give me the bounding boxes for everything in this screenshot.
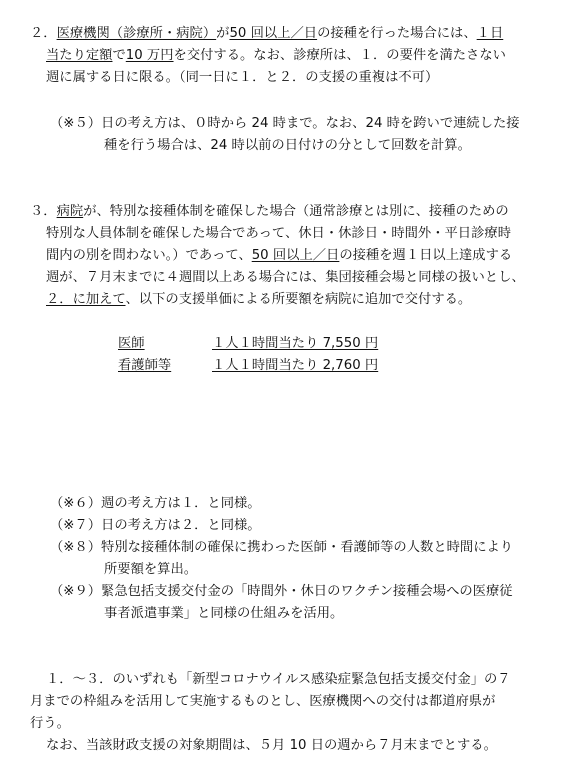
note-5-line2: 種を行う場合は、24 時以前の日付けの分として回数を計算。 — [104, 138, 471, 153]
section2-line3: 週に属する日に限る。（同一日に１．と２．の支援の重複は不可） — [46, 70, 439, 85]
section3-in-addition-to-2: ２．に加えて — [46, 292, 126, 307]
closing-line2: 月までの枠組みを活用して実施するものとし、医療機関への交付は都道府県が — [30, 694, 496, 709]
note-6: （※６）週の考え方は１．と同様。 — [50, 496, 261, 511]
section3-50-per-day: 50 回以上／日 — [251, 248, 340, 263]
section2-50-per-day: 50 回以上／日 — [229, 26, 318, 41]
closing-line1: １．～３．のいずれも「新型コロナウイルス感染症緊急包括支援交付金」の７ — [46, 672, 511, 687]
section2-line1: ２．医療機関（診療所・病院）が50 回以上／日の接種を行った場合には、１日 — [30, 26, 504, 41]
rate-row-doctor — [118, 334, 378, 354]
note-7: （※７）日の考え方は２．と同様。 — [50, 518, 261, 533]
section3-line2: 特別な人員体制を確保した場合であって、休日・休診日・時間外・平日診療時 — [46, 226, 511, 241]
note-9-line2: 事者派遣事業」と同様の仕組みを活用。 — [104, 606, 344, 621]
section3-line5: ２．に加えて、以下の支援単価による所要額を病院に追加で交付する。 — [46, 292, 472, 307]
section2-10man-yen: 10 万円 — [125, 48, 174, 63]
rate-role: 看護師等 — [118, 358, 172, 373]
note-8-line1: （※８）特別な接種体制の確保に携わった医師・看護師等の人数と時間により — [50, 540, 514, 555]
section2-line2: 当たり定額で10 万円を交付する。なお、診療所は、１．の要件を満たさない — [46, 48, 506, 63]
closing-line4: なお、当該財政支援の対象期間は、５月 10 日の週から７月末までとする。 — [46, 738, 497, 753]
rate-amount: １人１時間当たり 2,760 円 — [212, 358, 379, 373]
section3-number: ３． — [30, 204, 57, 219]
section3-line3: 間内の別を問わない。）であって、50 回以上／日の接種を週１日以上達成する — [46, 248, 513, 263]
rate-amount: １人１時間当たり 7,550 円 — [212, 336, 379, 351]
section3-line1: ３．病院が、特別な接種体制を確保した場合（通常診療とは別に、接種のための — [30, 204, 509, 219]
section2-medical-institution: 医療機関（診療所・病院） — [56, 26, 217, 41]
note-5-line1: （※５）日の考え方は、０時から 24 時まで。なお、24 時を跨いで連続した接 — [50, 116, 520, 131]
note-9-line1: （※９）緊急包括支援交付金の「時間外・休日のワクチン接種会場への医療従 — [50, 584, 513, 599]
section2-number: ２． — [30, 26, 57, 41]
section3-line4: 週が、７月末までに４週間以上ある場合には、集団接種会場と同様の扱いとし、 — [46, 270, 525, 285]
closing-line3: 行う。 — [30, 716, 70, 731]
note-8-line2: 所要額を算出。 — [104, 562, 198, 577]
section3-hospital: 病院 — [56, 204, 84, 219]
rate-role: 医師 — [118, 336, 145, 351]
rate-row-nurse — [118, 356, 378, 376]
